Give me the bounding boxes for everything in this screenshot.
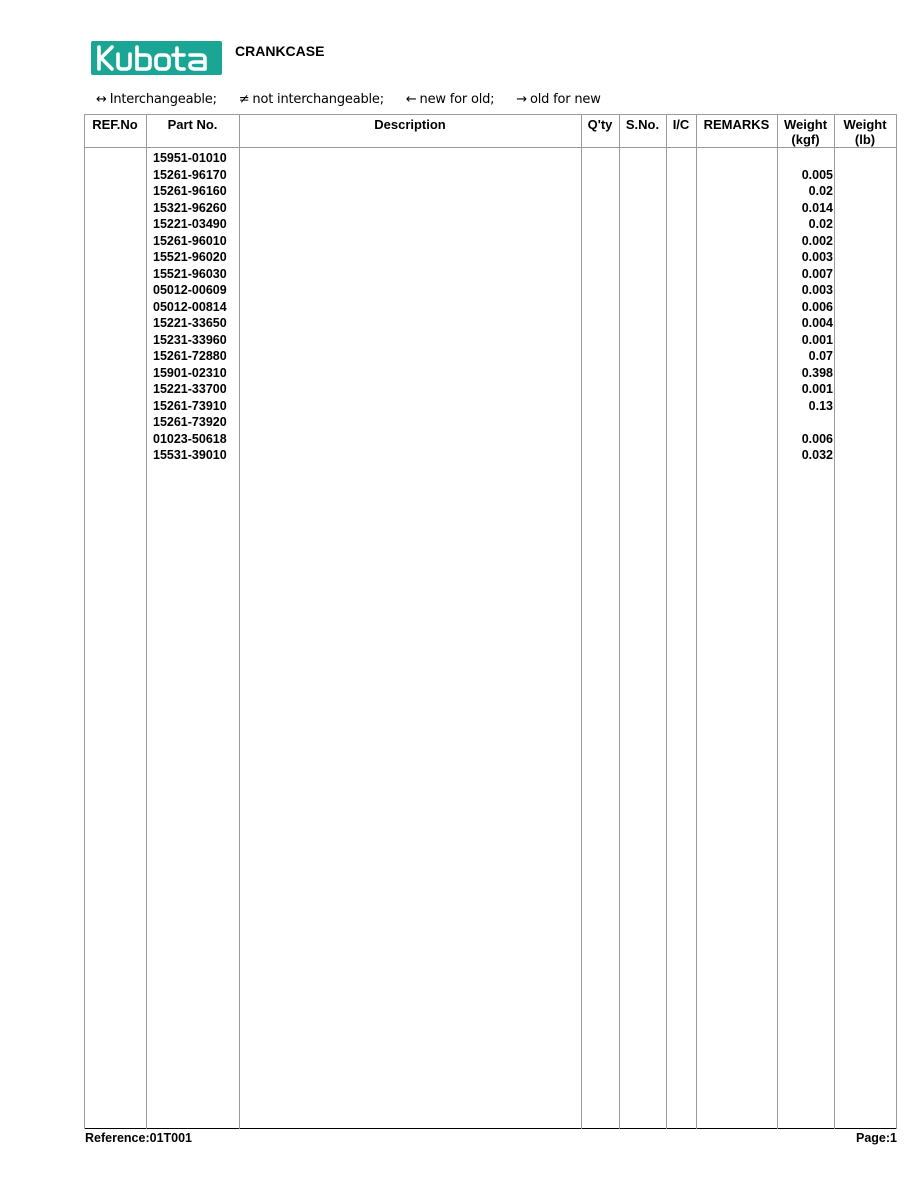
header-weight-lb bbox=[834, 117, 896, 147]
weight-kgf-value: 0.003 bbox=[801, 283, 833, 297]
weight-kgf-value: 0.002 bbox=[801, 233, 833, 248]
weight-kgf-value: 0.02 bbox=[808, 217, 833, 231]
header-s-no: S.No. bbox=[625, 117, 660, 132]
part-number: 15261-73920 bbox=[153, 415, 227, 429]
part-number: 15261-96010 bbox=[153, 233, 227, 248]
part-number: 15221-33650 bbox=[153, 316, 227, 330]
part-number: 15321-96260 bbox=[153, 200, 227, 215]
header-weight-kgf-line1: Weight bbox=[783, 117, 828, 132]
footer-reference: Reference:01T001 bbox=[85, 1131, 193, 1145]
legend-item-new-for-old bbox=[406, 92, 495, 107]
part-number: 15951-01010 bbox=[153, 151, 227, 165]
weight-kgf-value: 0.032 bbox=[801, 448, 833, 462]
part-number-column bbox=[153, 150, 227, 464]
part-number: 15531-39010 bbox=[153, 448, 227, 462]
part-number: 15901-02310 bbox=[153, 365, 227, 380]
header-weight-kgf bbox=[777, 117, 834, 147]
column-divider bbox=[696, 114, 697, 1129]
weight-kgf-value: 0.014 bbox=[801, 200, 833, 215]
table-bottom-border bbox=[84, 1128, 897, 1129]
column-divider bbox=[896, 114, 897, 1129]
document-title: CRANKCASE bbox=[235, 43, 325, 59]
part-number: 05012-00814 bbox=[153, 299, 227, 314]
weight-kgf-value bbox=[773, 414, 833, 431]
header-ref-no: REF.No bbox=[92, 117, 138, 132]
weight-kgf-column bbox=[773, 150, 833, 464]
part-number: 15231-33960 bbox=[153, 332, 227, 347]
left-arrow-icon: ← bbox=[405, 92, 417, 107]
column-divider bbox=[619, 114, 620, 1129]
header-weight-kgf-line2: (kgf) bbox=[791, 132, 820, 147]
weight-kgf-value: 0.007 bbox=[801, 266, 833, 281]
weight-kgf-value: 0.001 bbox=[801, 332, 833, 347]
weight-kgf-value: 0.001 bbox=[801, 382, 833, 396]
legend-item-old-for-new bbox=[516, 92, 600, 107]
footer-page-number: Page:1 bbox=[856, 1131, 897, 1145]
not-equal-icon: ≠ bbox=[238, 92, 250, 107]
part-number: 05012-00609 bbox=[153, 283, 227, 297]
header-remarks: REMARKS bbox=[703, 117, 770, 132]
weight-kgf-value bbox=[773, 150, 833, 167]
header-weight-lb-line1: Weight bbox=[843, 117, 887, 132]
header-part-no: Part No. bbox=[167, 117, 218, 132]
table-top-border bbox=[84, 114, 897, 115]
header-ic: I/C bbox=[672, 117, 690, 132]
legend-label: new for old; bbox=[419, 92, 495, 107]
column-divider bbox=[834, 114, 835, 1129]
part-number: 15261-96170 bbox=[153, 167, 227, 182]
legend-label: old for new bbox=[530, 92, 601, 107]
part-number: 15221-03490 bbox=[153, 217, 227, 231]
weight-kgf-value: 0.006 bbox=[801, 431, 833, 446]
interchangeability-legend bbox=[96, 92, 619, 107]
legend-item-interchangeable bbox=[96, 92, 217, 107]
legend-label: not interchangeable; bbox=[252, 92, 384, 107]
header-weight-lb-line2: (lb) bbox=[854, 132, 876, 147]
part-number: 15261-73910 bbox=[153, 398, 227, 413]
table-header-border bbox=[84, 147, 897, 148]
legend-label: Interchangeable; bbox=[109, 92, 217, 107]
column-divider bbox=[666, 114, 667, 1129]
weight-kgf-value: 0.02 bbox=[808, 184, 833, 198]
legend-item-not-interchangeable bbox=[239, 92, 384, 107]
weight-kgf-value: 0.003 bbox=[801, 250, 833, 264]
header-qty: Q'ty bbox=[587, 117, 613, 132]
column-divider bbox=[239, 114, 240, 1129]
part-number: 15521-96030 bbox=[153, 266, 227, 281]
weight-kgf-value: 0.005 bbox=[801, 167, 833, 182]
part-number: 15261-72880 bbox=[153, 349, 227, 363]
column-divider bbox=[146, 114, 147, 1129]
part-number: 15261-96160 bbox=[153, 184, 227, 198]
weight-kgf-value: 0.13 bbox=[808, 398, 833, 413]
weight-kgf-value: 0.006 bbox=[801, 299, 833, 314]
part-number: 01023-50618 bbox=[153, 431, 227, 446]
header-description: Description bbox=[374, 117, 446, 132]
part-number: 15521-96020 bbox=[153, 250, 227, 264]
parts-table bbox=[84, 114, 897, 1129]
weight-kgf-value: 0.004 bbox=[801, 316, 833, 330]
part-number: 15221-33700 bbox=[153, 382, 227, 396]
right-arrow-icon: → bbox=[516, 92, 527, 107]
kubota-logo bbox=[91, 41, 222, 75]
kubota-logo-mark bbox=[91, 41, 222, 75]
double-arrow-icon: ↔ bbox=[96, 92, 107, 107]
weight-kgf-value: 0.398 bbox=[801, 365, 833, 380]
weight-kgf-value: 0.07 bbox=[808, 349, 833, 363]
column-divider bbox=[581, 114, 582, 1129]
column-divider bbox=[84, 114, 85, 1129]
